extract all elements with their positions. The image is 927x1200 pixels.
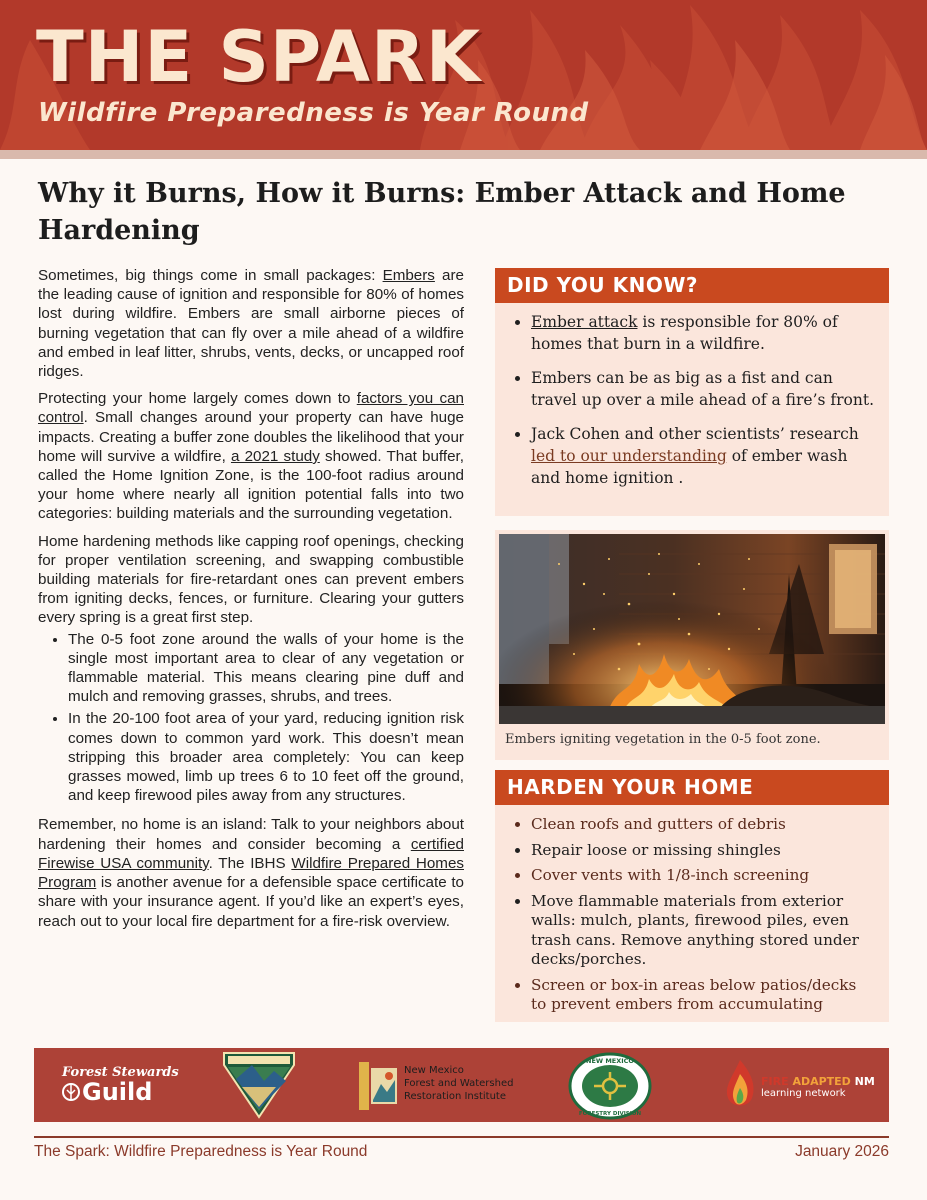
fire-adapted-nm-logo-text [761,1075,875,1088]
p2-text-a: Protecting your home largely comes down to [38,390,357,408]
footer-rule [34,1136,889,1138]
zone-bullet-list [38,630,464,806]
paragraph-1 [38,266,464,381]
list-item: • The 0-5 foot zone around the walls of your home is the single most important area to clear of any vegetation or flammable material. This means clearing pine duff and mulch and removing grasses, shrubs, and trees. [68,630,464,707]
fa-nm-text: NM [850,1075,875,1088]
learning-network-text: learning network [761,1088,846,1099]
photo-caption: Embers igniting vegetation in the 0-5 foot zone. [505,732,821,747]
embers-link[interactable]: Embers [382,267,435,284]
nm-forest-watershed-logo-icon [359,1062,399,1110]
firewise-link[interactable]: certified Firewise USA community [38,835,464,872]
partner-logos [34,1048,889,1122]
list-item: • Clean roofs and gutters of debris [531,815,875,835]
fire-adapted-flame-icon [722,1058,758,1112]
list-item: • Move flammable materials from exterior walls: mulch, plants, firewood piles, even trash cans. Remove anything stored under decks/porches. [531,892,875,970]
dyk-item3-text-b: of ember wash and home ignition . [531,447,848,487]
list-item [531,423,875,489]
fa-adapted-text: ADAPTED [792,1075,851,1088]
forestry-seal-top-text: NEW MEXICO [586,1057,634,1065]
newsletter-subtitle: Wildfire Preparedness is Year Round [38,98,589,128]
forestry-seal-bottom-text: FORESTRY DIVISION [578,1111,642,1117]
p1-text-a: Sometimes, big things come in small packages: [38,267,383,284]
dyk-item1-text: is responsible for 80% of homes that burn in a wildfire. [531,313,838,353]
did-you-know-heading: DID YOU KNOW? [495,268,889,303]
nm-logo-line1: New Mexico [404,1065,464,1076]
dyk-item3-text-a: Jack Cohen and other scientists’ research [531,425,859,443]
fa-fire-text: FIRE [761,1075,789,1088]
p2-text-b: . Small changes around your property can have huge impacts. Creating a buffer zone doubles the likelihood that your home will survive a wildfire, [38,409,464,465]
banner-rule [0,150,927,159]
p4-text-c: is another avenue for a defensible space certificate to share with your insurance agent. If you’d like an expert’s eyes, reach out to your local fire department for a fire-risk overview. [38,874,464,930]
paragraph-3: Home hardening methods like capping roof openings, checking for proper ventilation screening, and swapping combustible building materials for fire-retardant ones can prevent embers from igniting decks, fences, or furniture. Clearing your gutters every spring is a great first step. [38,532,464,627]
nm-forestry-division-seal [568,1052,652,1120]
article-body [38,266,464,939]
ember-attack-link[interactable]: Ember attack [531,313,638,331]
nm-logo-line2: Forest and Watershed [404,1078,514,1089]
header-banner [0,0,927,150]
ember-photo [499,534,885,724]
list-item: • Screen or box-in areas below patios/decks to prevent embers from accumulating [531,976,875,1015]
footer-publication: The Spark: Wildfire Preparedness is Year Round [34,1143,368,1160]
harden-list [495,805,889,1029]
harden-your-home-box [495,770,889,1022]
p4-text-b: . The IBHS [208,854,292,872]
p2-text-c: showed. That buffer, called the Home Ignition Zone, is the 100-foot radius around your home where nearly all ignition potential falls into two categories: building materials and the surrounding vegetation. [38,447,464,523]
list-item: • Cover vents with 1/8-inch screening [531,866,875,886]
forest-stewards-guild-logo-line1: Forest Stewards [62,1065,179,1080]
our-understanding-link[interactable]: led to our understanding [531,447,727,465]
list-item [531,311,875,355]
factors-you-can-control-link[interactable]: factors you can control [38,390,464,427]
article-headline: Why it Burns, How it Burns: Ember Attack and Home Hardening [38,178,846,246]
p4-text-a: Remember, no home is an island: Talk to your neighbors about hardening their homes and consider becoming a [38,816,464,853]
harden-your-home-heading: HARDEN YOUR HOME [495,770,889,805]
list-item: • Embers can be as big as a fist and can travel up over a mile ahead of a fire’s front. [531,367,875,411]
list-item: • In the 20-100 foot area of your yard, reducing ignition risk comes down to common yard work. This doesn’t mean stripping this broader area completely: You can keep grasses mowed, limb up trees 6 to 10 feet off the ground, and keep firewood piles away from any structures. [68,709,464,805]
newsletter-title: THE SPARK [36,16,482,98]
paragraph-2 [38,389,464,523]
nm-logo-line3: Restoration Institute [404,1091,507,1102]
p1-text-b: are the leading cause of ignition and responsible for 80% of homes lost during wildfire. Embers are small airborne pieces of burning vegetation that can fly over a mile ahead of a wildfire and embed in leaf litter, shrubs, vents, decks, or uncapped roof ridges. [38,267,464,381]
forest-stewards-guild-logo-line2: Guild [82,1078,153,1106]
paragraph-4 [38,815,464,930]
nm-forest-watershed-logo-text [404,1064,513,1103]
study-2021-link[interactable]: a 2021 study [230,447,320,465]
blm-shield-icon [222,1051,296,1119]
did-you-know-list [495,303,889,509]
footer-date: January 2026 [795,1143,889,1160]
wildfire-prepared-homes-link[interactable]: Wildfire Prepared Homes Program [38,854,464,892]
photo-panel [495,530,889,760]
leaf-icon [62,1080,80,1102]
did-you-know-box [495,268,889,516]
list-item: • Repair loose or missing shingles [531,841,875,861]
